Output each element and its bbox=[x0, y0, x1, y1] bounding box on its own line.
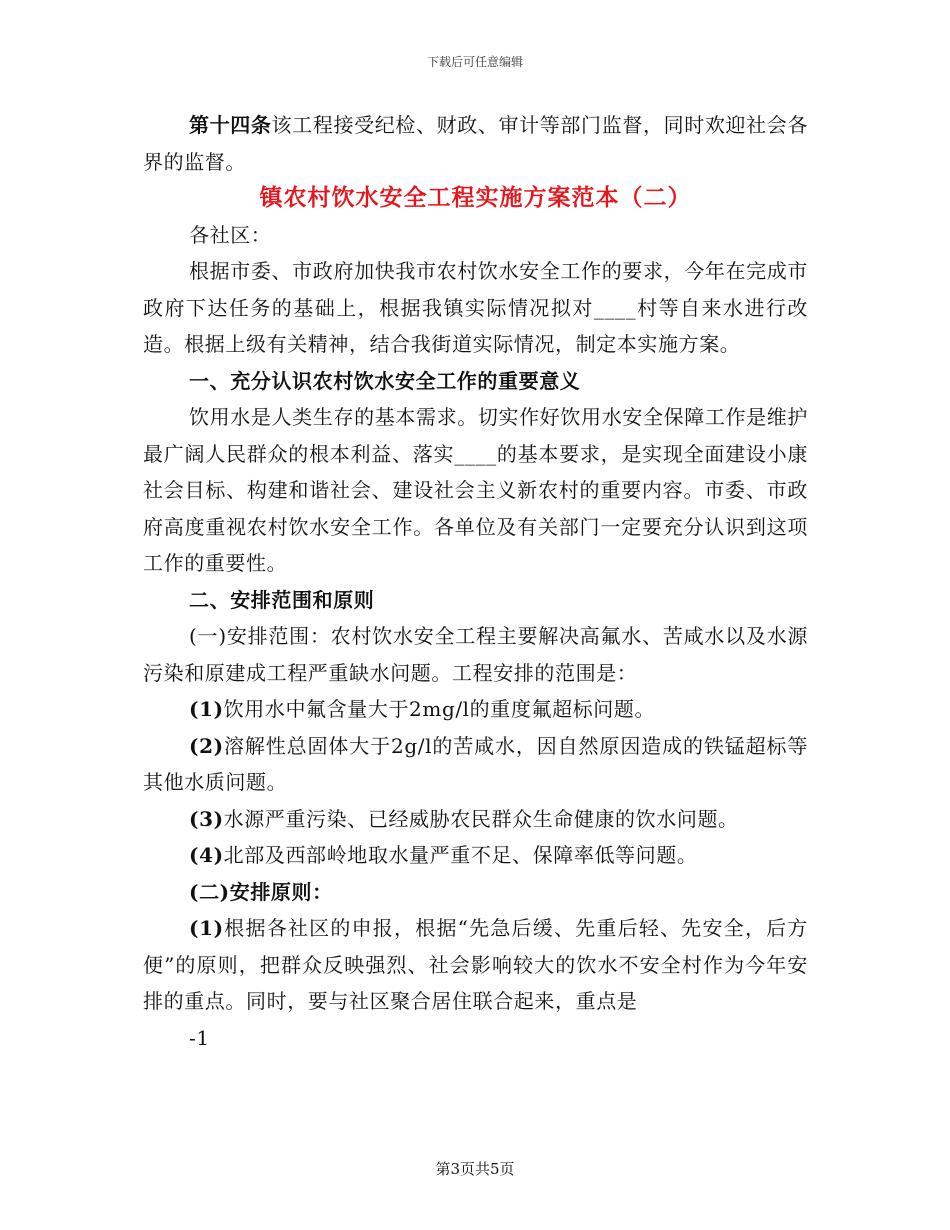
scope-item-text: 北部及西部岭地取水量严重不足、保障率低等问题。 bbox=[223, 843, 698, 867]
scope-item-number: (2) bbox=[189, 733, 224, 758]
principle-item-text: 根据各社区的申报，根据“先急后缓、先重后轻、先安全，后方便”的原则，把群众反映强烈、社会影响较大的饮水不安全村作为今年安排的重点。同时，要与社区聚合居住联合起来，重点是 bbox=[143, 916, 808, 1013]
principle-item bbox=[143, 910, 808, 1020]
scope-item-number: (3) bbox=[189, 806, 224, 831]
section-2-heading: 二、安排范围和原则 bbox=[189, 587, 375, 612]
scope-item-text: 溶解性总固体大于2g/l的苦咸水，因自然原因造成的铁锰超标等其他水质问题。 bbox=[143, 733, 808, 794]
salutation: 各社区： bbox=[189, 222, 272, 247]
section-1-body: 饮用水是人类生存的基本需求。切实作好饮用水安全保障工作是维护最广阔人民群众的根本利益、落实____的基本要求，是实现全面建设小康社会目标、构建和谐社会、建设社会主义新农村的重要内容。市委、市政府高度重视农村饮水安全工作。各单位及有关部门一定要充分认识到这项工作的重要性。 bbox=[143, 405, 808, 575]
scope-intro: (一)安排范围：农村饮水安全工程主要解决高氟水、苦咸水以及水源污染和原建成工程严重缺水问题。工程安排的范围是： bbox=[143, 624, 808, 685]
scope-item-text: 饮用水中氟含量大于2mg/l的重度氟超标问题。 bbox=[223, 697, 656, 721]
intro-paragraph: 根据市委、市政府加快我市农村饮水安全工作的要求，今年在完成市政府下达任务的基础上，根据我镇实际情况拟对____村等自来水进行改造。根据上级有关精神，结合我街道实际情况，制定本实施方案。 bbox=[143, 259, 808, 356]
article-14-paragraph bbox=[143, 107, 808, 180]
trailing-mark: -1 bbox=[189, 1025, 210, 1050]
scope-item bbox=[143, 728, 808, 801]
article-14-text: 该工程接受纪检、财政、审计等部门监督，同时欢迎社会各界的监督。 bbox=[143, 113, 808, 174]
scope-item-number: (4) bbox=[189, 843, 224, 867]
scope-item-number: (1) bbox=[189, 697, 224, 721]
article-14-label: 第十四条 bbox=[189, 113, 272, 137]
scope-item bbox=[143, 801, 808, 838]
principle-item-number: (1) bbox=[189, 916, 224, 940]
section-1-heading: 一、充分认识农村饮水安全工作的重要意义 bbox=[189, 368, 581, 393]
document-title: 镇农村饮水安全工程实施方案范本（二） bbox=[259, 184, 692, 211]
scope-item bbox=[143, 691, 808, 728]
scope-item-text: 水源严重污染、已经威胁农民群众生命健康的饮水问题。 bbox=[223, 806, 739, 831]
scope-item bbox=[143, 837, 808, 874]
header-note: 下载后可任意编辑 bbox=[426, 55, 523, 69]
principle-heading: (二)安排原则： bbox=[189, 879, 333, 904]
document-body bbox=[143, 107, 808, 1056]
page-footer: 第3页共5页 bbox=[435, 1160, 515, 1178]
